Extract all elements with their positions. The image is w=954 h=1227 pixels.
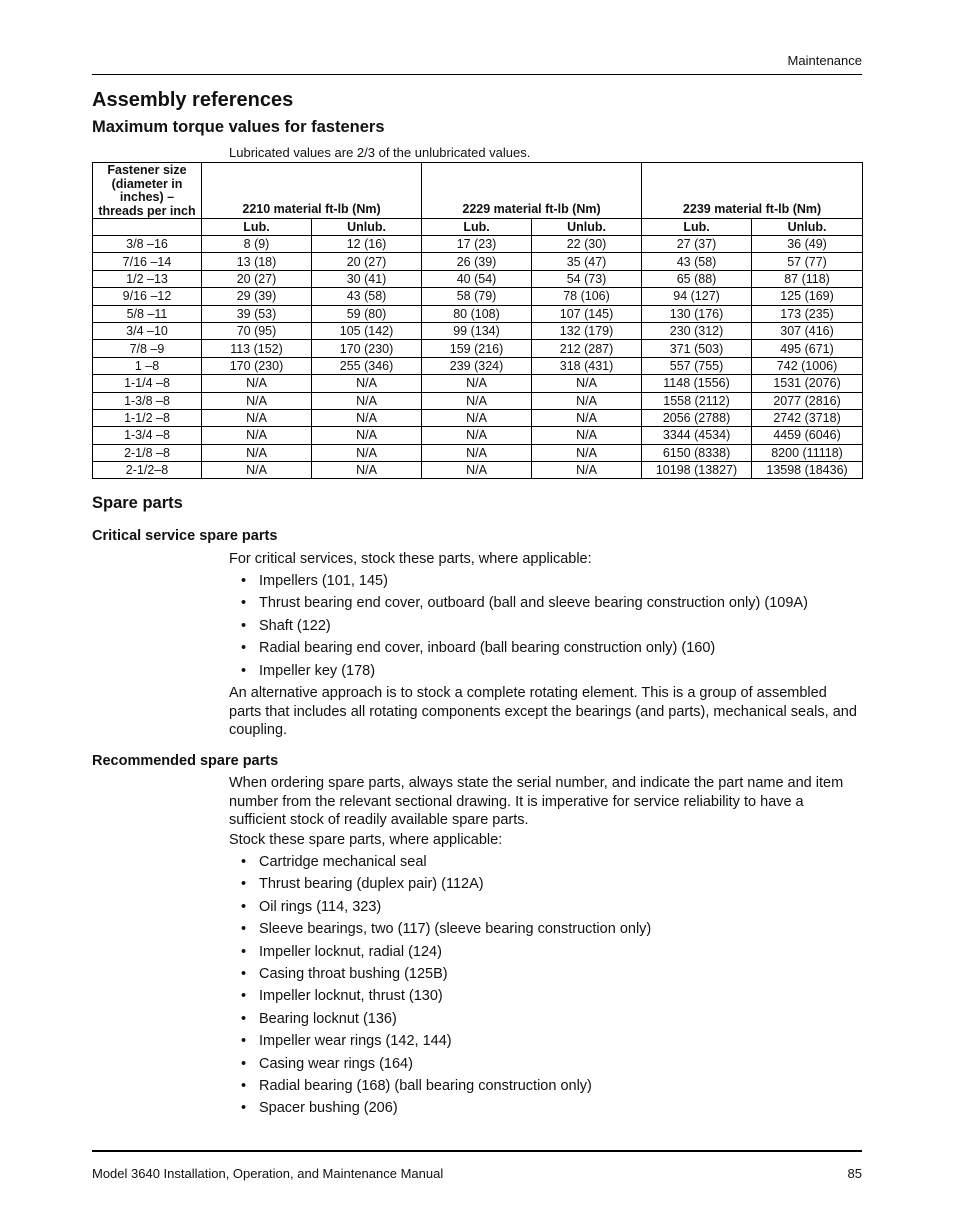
torque-value-cell: 107 (145) [532, 305, 642, 322]
torque-value-cell: 4459 (6046) [752, 427, 863, 444]
torque-value-cell: N/A [202, 392, 312, 409]
torque-value-cell: 8 (9) [202, 236, 312, 253]
table-subheader-row [93, 219, 863, 236]
bullet-icon: • [241, 573, 247, 589]
list-item [229, 572, 862, 591]
torque-value-cell: 2056 (2788) [642, 409, 752, 426]
table-row [93, 340, 863, 357]
recommended-heading: Recommended spare parts [92, 753, 279, 769]
list-item [229, 898, 862, 917]
list-item [229, 1055, 862, 1074]
torque-value-cell: 230 (312) [642, 322, 752, 339]
torque-value-cell: 80 (108) [422, 305, 532, 322]
torque-value-cell: 159 (216) [422, 340, 532, 357]
bullet-icon: • [241, 988, 247, 1005]
bullet-icon: • [241, 1100, 247, 1117]
bullet-icon: • [241, 943, 247, 960]
torque-value-cell: 27 (37) [642, 236, 752, 253]
table-row [93, 357, 863, 374]
bullet-icon: • [241, 640, 247, 657]
subheader-unlub: Unlub. [312, 219, 422, 236]
fastener-size-cell: 2-1/2–8 [93, 462, 202, 479]
torque-value-cell: 255 (346) [312, 357, 422, 374]
torque-value-cell: 105 (142) [312, 322, 422, 339]
running-header: Maintenance [787, 53, 862, 68]
table-row [93, 288, 863, 305]
torque-note: Lubricated values are 2/3 of the unlubricated values. [229, 145, 531, 160]
torque-value-cell: 43 (58) [312, 288, 422, 305]
list-item [229, 920, 862, 939]
material-header-2239: 2239 material ft-lb (Nm) [642, 163, 863, 219]
list-item [229, 1099, 862, 1118]
torque-value-cell: N/A [422, 392, 532, 409]
footer-manual-title: Model 3640 Installation, Operation, and Maintenance Manual [92, 1166, 444, 1181]
table-row [93, 427, 863, 444]
torque-value-cell: 99 (134) [422, 322, 532, 339]
list-item [229, 1032, 862, 1051]
torque-value-cell: 170 (230) [202, 357, 312, 374]
torque-value-cell: N/A [422, 375, 532, 392]
torque-value-cell: 30 (41) [312, 270, 422, 287]
torque-value-cell: 87 (118) [752, 270, 863, 287]
fastener-size-cell: 1-1/4 –8 [93, 375, 202, 392]
critical-alternative: An alternative approach is to stock a complete rotating element. This is a group of assembled parts that includes all rotating components except the bearings (and parts), mechanical seals, and coupling. [229, 685, 857, 738]
torque-value-cell: 557 (755) [642, 357, 752, 374]
list-item-text: Sleeve bearings, two (117) (sleeve bearing construction only) [259, 921, 652, 938]
torque-value-cell: 39 (53) [202, 305, 312, 322]
torque-value-cell: N/A [202, 375, 312, 392]
table-row [93, 270, 863, 287]
bullet-icon: • [241, 876, 247, 893]
torque-value-cell: 65 (88) [642, 270, 752, 287]
torque-value-cell: 94 (127) [642, 288, 752, 305]
torque-heading: Maximum torque values for fasteners [92, 118, 385, 136]
list-item-text: Impeller locknut, thrust (130) [259, 988, 443, 1005]
torque-value-cell: 307 (416) [752, 322, 863, 339]
bullet-icon: • [241, 921, 247, 938]
torque-value-cell: 13598 (18436) [752, 462, 863, 479]
torque-value-cell: 12 (16) [312, 236, 422, 253]
list-item-text: Thrust bearing (duplex pair) (112A) [259, 876, 484, 893]
table-header-row [93, 163, 863, 219]
footer-rule [92, 1150, 862, 1152]
torque-value-cell: 22 (30) [532, 236, 642, 253]
fastener-size-cell: 1-3/4 –8 [93, 427, 202, 444]
torque-value-cell: 125 (169) [752, 288, 863, 305]
torque-value-cell: 130 (176) [642, 305, 752, 322]
table-row [93, 392, 863, 409]
fastener-size-cell: 5/8 –11 [93, 305, 202, 322]
torque-value-cell: 239 (324) [422, 357, 532, 374]
fastener-size-cell: 2-1/8 –8 [93, 444, 202, 461]
torque-value-cell: 78 (106) [532, 288, 642, 305]
bullet-icon: • [241, 1033, 247, 1050]
torque-value-cell: N/A [312, 462, 422, 479]
torque-value-cell: 495 (671) [752, 340, 863, 357]
list-item-text: Impeller locknut, radial (124) [259, 943, 442, 960]
torque-value-cell: 36 (49) [752, 236, 863, 253]
torque-value-cell: N/A [312, 427, 422, 444]
torque-value-cell: 6150 (8338) [642, 444, 752, 461]
list-item [229, 639, 862, 658]
list-item-text: Thrust bearing end cover, outboard (ball and sleeve bearing construction only) (109A) [259, 595, 808, 612]
list-item [229, 943, 862, 962]
fastener-size-cell: 1/2 –13 [93, 270, 202, 287]
torque-value-cell: 20 (27) [202, 270, 312, 287]
fastener-size-cell: 9/16 –12 [93, 288, 202, 305]
table-row [93, 322, 863, 339]
torque-value-cell: N/A [312, 444, 422, 461]
table-row [93, 444, 863, 461]
list-item [229, 987, 862, 1006]
torque-value-cell: N/A [422, 444, 532, 461]
torque-value-cell: 59 (80) [312, 305, 422, 322]
torque-value-cell: N/A [202, 444, 312, 461]
list-item [229, 1010, 862, 1029]
torque-value-cell: 371 (503) [642, 340, 752, 357]
table-row [93, 305, 863, 322]
list-item-text: Oil rings (114, 323) [259, 898, 382, 915]
torque-value-cell: N/A [532, 409, 642, 426]
list-item [229, 875, 862, 894]
torque-value-cell: N/A [202, 409, 312, 426]
critical-parts-list [229, 572, 862, 684]
torque-value-cell: N/A [202, 427, 312, 444]
torque-value-cell: 113 (152) [202, 340, 312, 357]
torque-value-cell: 742 (1006) [752, 357, 863, 374]
torque-value-cell: N/A [312, 392, 422, 409]
subheader-unlub: Unlub. [752, 219, 863, 236]
bullet-icon: • [241, 1055, 247, 1072]
bullet-icon: • [241, 898, 247, 915]
torque-value-cell: 13 (18) [202, 253, 312, 270]
torque-table [92, 162, 863, 479]
recommended-stock-intro: Stock these spare parts, where applicable: [229, 832, 503, 848]
fastener-size-cell: 3/4 –10 [93, 322, 202, 339]
subheader-lub: Lub. [642, 219, 752, 236]
bullet-icon: • [241, 662, 247, 679]
list-item-text: Cartridge mechanical seal [259, 854, 427, 870]
list-item [229, 662, 862, 681]
recommended-intro: When ordering spare parts, always state the serial number, and indicate the part name and item number from the relevant sectional drawing. It is imperative for service reliability to have a sufficient stock of readily available spare parts. [229, 775, 844, 828]
torque-value-cell: 3344 (4534) [642, 427, 752, 444]
fastener-size-cell: 1-3/8 –8 [93, 392, 202, 409]
table-row [93, 236, 863, 253]
critical-intro: For critical services, stock these parts, where applicable: [229, 551, 592, 567]
list-item-text: Casing wear rings (164) [259, 1055, 413, 1072]
fastener-size-cell: 7/16 –14 [93, 253, 202, 270]
footer-page-number: 85 [847, 1166, 862, 1181]
list-item [229, 617, 862, 636]
list-item-text: Spacer bushing (206) [259, 1100, 398, 1117]
bullet-icon: • [241, 595, 247, 612]
torque-value-cell: 54 (73) [532, 270, 642, 287]
subheader-lub: Lub. [422, 219, 532, 236]
material-header-2210: 2210 material ft-lb (Nm) [202, 163, 422, 219]
list-item-text: Casing throat bushing (125B) [259, 965, 448, 982]
list-item-text: Radial bearing (168) (ball bearing construction only) [259, 1077, 592, 1094]
torque-value-cell: 20 (27) [312, 253, 422, 270]
torque-value-cell: N/A [312, 409, 422, 426]
torque-value-cell: N/A [532, 462, 642, 479]
list-item [229, 965, 862, 984]
fastener-size-cell: 7/8 –9 [93, 340, 202, 357]
bullet-icon: • [241, 854, 247, 870]
torque-value-cell: N/A [422, 427, 532, 444]
page-title: Assembly references [92, 89, 294, 111]
table-row [93, 253, 863, 270]
torque-value-cell: 1531 (2076) [752, 375, 863, 392]
torque-value-cell: 17 (23) [422, 236, 532, 253]
torque-value-cell: 70 (95) [202, 322, 312, 339]
torque-value-cell: N/A [422, 462, 532, 479]
torque-value-cell: 2742 (3718) [752, 409, 863, 426]
list-item-text: Bearing locknut (136) [259, 1010, 397, 1027]
torque-value-cell: 26 (39) [422, 253, 532, 270]
torque-value-cell: N/A [312, 375, 422, 392]
list-item [229, 594, 862, 613]
table-row [93, 375, 863, 392]
torque-value-cell: 8200 (11118) [752, 444, 863, 461]
torque-value-cell: 57 (77) [752, 253, 863, 270]
torque-value-cell: 29 (39) [202, 288, 312, 305]
material-header-2229: 2229 material ft-lb (Nm) [422, 163, 642, 219]
torque-value-cell: 1558 (2112) [642, 392, 752, 409]
torque-value-cell: 58 (79) [422, 288, 532, 305]
fastener-size-cell: 1 –8 [93, 357, 202, 374]
torque-value-cell: N/A [532, 427, 642, 444]
torque-value-cell: 35 (47) [532, 253, 642, 270]
list-item [229, 1077, 862, 1096]
list-item-text: Radial bearing end cover, inboard (ball bearing construction only) (160) [259, 640, 716, 657]
bullet-icon: • [241, 1010, 247, 1027]
list-item-text: Shaft (122) [259, 617, 331, 634]
table-row [93, 462, 863, 479]
bullet-icon: • [241, 1077, 247, 1094]
list-item-text: Impellers (101, 145) [259, 573, 388, 589]
torque-value-cell: 43 (58) [642, 253, 752, 270]
fastener-size-cell: 3/8 –16 [93, 236, 202, 253]
torque-value-cell: N/A [532, 375, 642, 392]
torque-value-cell: 1148 (1556) [642, 375, 752, 392]
torque-value-cell: 40 (54) [422, 270, 532, 287]
torque-value-cell: 132 (179) [532, 322, 642, 339]
torque-value-cell: 170 (230) [312, 340, 422, 357]
critical-heading: Critical service spare parts [92, 528, 278, 544]
torque-value-cell: N/A [532, 444, 642, 461]
spare-parts-heading: Spare parts [92, 494, 183, 512]
torque-value-cell: N/A [202, 462, 312, 479]
torque-value-cell: 10198 (13827) [642, 462, 752, 479]
torque-value-cell: 2077 (2816) [752, 392, 863, 409]
list-item-text: Impeller wear rings (142, 144) [259, 1033, 452, 1050]
torque-value-cell: 318 (431) [532, 357, 642, 374]
header-rule [92, 74, 862, 75]
subheader-lub: Lub. [202, 219, 312, 236]
torque-value-cell: 212 (287) [532, 340, 642, 357]
torque-value-cell: N/A [422, 409, 532, 426]
torque-value-cell: 173 (235) [752, 305, 863, 322]
list-item [229, 853, 862, 872]
recommended-parts-list [229, 853, 862, 1122]
subheader-unlub: Unlub. [532, 219, 642, 236]
subheader-blank [93, 219, 202, 236]
list-item-text: Impeller key (178) [259, 662, 376, 679]
table-row [93, 409, 863, 426]
bullet-icon: • [241, 617, 247, 634]
torque-value-cell: N/A [532, 392, 642, 409]
fastener-size-header: Fastener size (diameter in inches) – threads per inch [93, 163, 202, 219]
bullet-icon: • [241, 965, 247, 982]
fastener-size-cell: 1-1/2 –8 [93, 409, 202, 426]
